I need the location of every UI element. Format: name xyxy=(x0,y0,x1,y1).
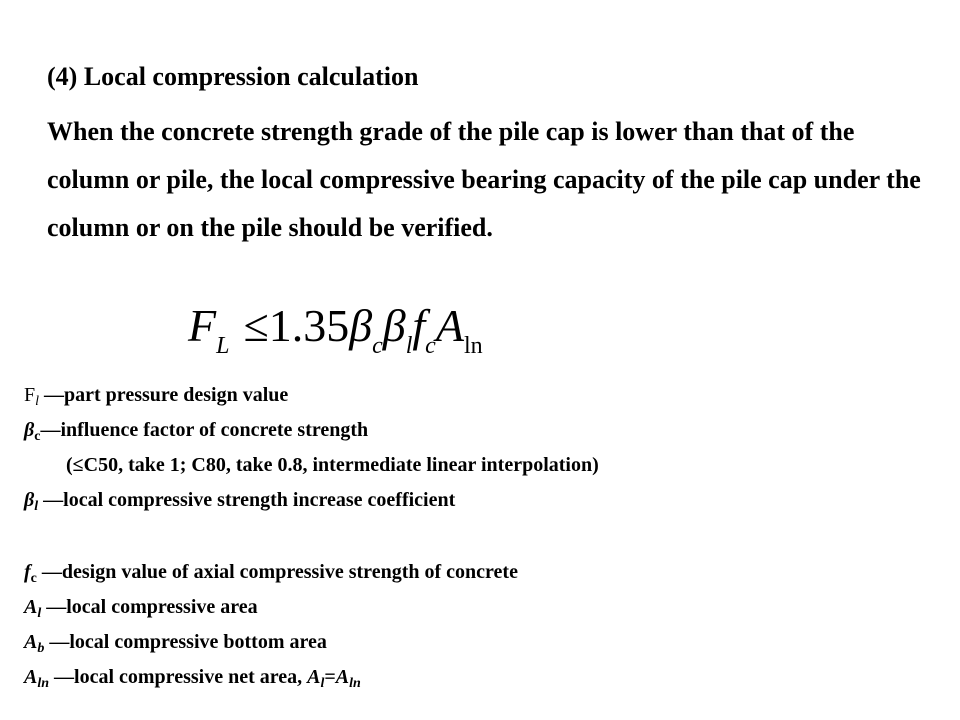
equation-symbol-right: A xyxy=(335,666,350,688)
formula-beta-l-subscript: l xyxy=(405,333,413,359)
definition-text: —part pressure design value xyxy=(39,384,289,406)
definition-text: —local compressive bottom area xyxy=(44,631,327,653)
definition-subscript: ln xyxy=(37,676,50,691)
equation-subscript-left: l xyxy=(320,676,325,691)
formula-area-symbol: A xyxy=(435,300,464,351)
formula-fc-subscript: c xyxy=(425,333,436,359)
formula-lhs-symbol: F xyxy=(188,300,217,351)
definition-symbol: F xyxy=(24,384,36,406)
definition-item-beta-c xyxy=(24,413,944,448)
definition-subscript: l xyxy=(34,499,39,514)
definition-text: —local compressive strength increase coefficient xyxy=(38,489,456,511)
equation-subscript-right: ln xyxy=(349,676,361,691)
definition-symbol: A xyxy=(24,666,38,688)
formula-fc-symbol: f xyxy=(412,300,426,351)
definition-text: —local compressive net area, xyxy=(49,666,308,688)
definition-text: —local compressive area xyxy=(41,596,258,618)
definition-subscript: b xyxy=(37,641,45,656)
definition-subscript: l xyxy=(37,606,42,621)
definition-item-Al xyxy=(24,590,944,625)
formula-area-subscript: ln xyxy=(463,333,483,359)
formula-operator: ≤ xyxy=(243,300,269,351)
definition-symbol: β xyxy=(24,419,35,441)
section-heading: (4) Local compression calculation xyxy=(47,62,419,91)
definition-subscript: l xyxy=(35,394,40,409)
formula-coefficient: 1.35 xyxy=(268,300,350,351)
formula-lhs-subscript: L xyxy=(216,333,230,359)
definition-symbol: f xyxy=(24,561,31,583)
symbol-definitions xyxy=(24,378,944,695)
local-compression-formula xyxy=(188,296,483,376)
definition-text: —influence factor of concrete strength xyxy=(40,419,369,441)
definition-symbol: A xyxy=(24,596,38,618)
definition-spacer xyxy=(24,518,944,555)
definition-subscript: c xyxy=(30,571,37,586)
definition-symbol: A xyxy=(24,631,38,653)
equation-symbol-left: A xyxy=(307,666,321,688)
definition-item-beta-l xyxy=(24,483,944,518)
definition-item-Fl xyxy=(24,378,944,413)
intro-paragraph: When the concrete strength grade of the pile cap is lower than that of the column or pile, the local compressive bearing capacity of the pile cap under the column or on the pile should be verified. xyxy=(47,117,921,242)
formula-beta-c-symbol: β xyxy=(349,300,373,351)
definition-item-fc xyxy=(24,555,944,590)
equation-sign: = xyxy=(324,666,336,688)
definition-item-Aln xyxy=(24,660,944,695)
definition-item-Ab xyxy=(24,625,944,660)
formula-beta-c-subscript: c xyxy=(372,333,383,359)
formula-beta-l-symbol: β xyxy=(382,300,406,351)
definition-symbol: β xyxy=(24,489,35,511)
definition-note: (≤C50, take 1; C80, take 0.8, intermediate linear interpolation) xyxy=(66,454,599,476)
definition-subscript: c xyxy=(34,429,41,444)
definition-text: —design value of axial compressive strength of concrete xyxy=(36,561,518,583)
